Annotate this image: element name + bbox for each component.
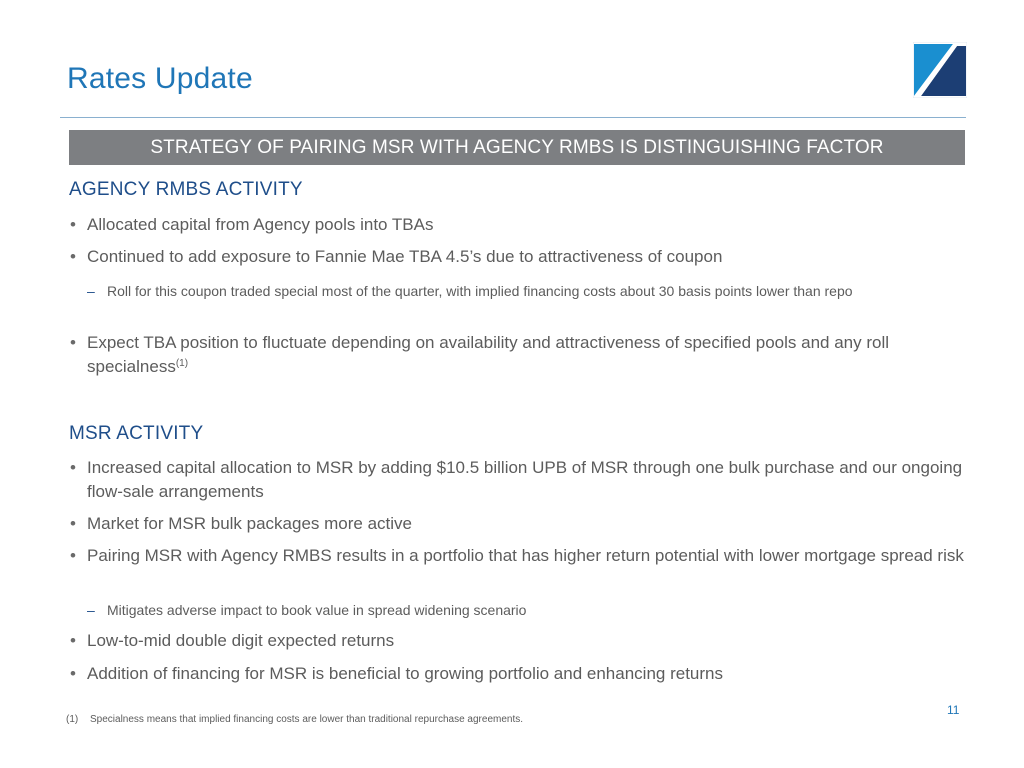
msr-bullet: • Pairing MSR with Agency RMBS results in a portfolio that has higher return potential with lower mortgage spread risk: [70, 544, 965, 568]
strategy-banner: STRATEGY OF PAIRING MSR WITH AGENCY RMBS IS DISTINGUISHING FACTOR: [69, 130, 965, 165]
msr-bullet: • Market for MSR bulk packages more active: [70, 512, 965, 536]
dash-marker: –: [87, 602, 95, 618]
bullet-marker: •: [70, 247, 76, 266]
bullet-marker: •: [70, 458, 76, 477]
agency-sub-bullet: – Roll for this coupon traded special most of the quarter, with implied financing costs about 30 basis points lower than repo: [87, 283, 853, 299]
msr-bullet: • Increased capital allocation to MSR by adding $10.5 billion UPB of MSR through one bulk purchase and our ongoing flow-sale arrangements: [70, 458, 963, 501]
page-number: 11: [947, 703, 960, 717]
msr-bullet: • Addition of financing for MSR is beneficial to growing portfolio and enhancing returns: [70, 662, 965, 686]
footnote-text: Specialness means that implied financing costs are lower than traditional repurchase agreements.: [90, 714, 524, 725]
bullet-marker: •: [70, 631, 76, 650]
msr-section-heading: MSR ACTIVITY: [69, 423, 204, 444]
msr-sub-bullet: – Mitigates adverse impact to book value in spread widening scenario: [87, 602, 527, 618]
footnote-reference: (1): [175, 358, 189, 369]
page-title: Rates Update: [67, 62, 253, 95]
agency-bullet: • Allocated capital from Agency pools into TBAs: [70, 213, 965, 237]
msr-bullet: • Low-to-mid double digit expected returns: [70, 629, 965, 653]
company-logo: [913, 42, 967, 98]
dash-marker: –: [87, 283, 95, 299]
bullet-marker: •: [70, 664, 76, 683]
footnote: [66, 714, 523, 725]
bullet-marker: •: [70, 546, 76, 565]
bullet-marker: •: [70, 514, 76, 533]
bullet-marker: •: [70, 215, 76, 234]
agency-bullet: • Continued to add exposure to Fannie Mae TBA 4.5’s due to attractiveness of coupon: [70, 245, 965, 269]
agency-section-heading: AGENCY RMBS ACTIVITY: [69, 179, 303, 200]
bullet-marker: •: [70, 333, 76, 352]
agency-bullet: • Expect TBA position to fluctuate depending on availability and attractiveness of specified pools and any roll specialness$^{(1)}$: [70, 333, 890, 376]
footnote-mark: (1): [66, 714, 79, 725]
title-divider: [60, 117, 966, 118]
